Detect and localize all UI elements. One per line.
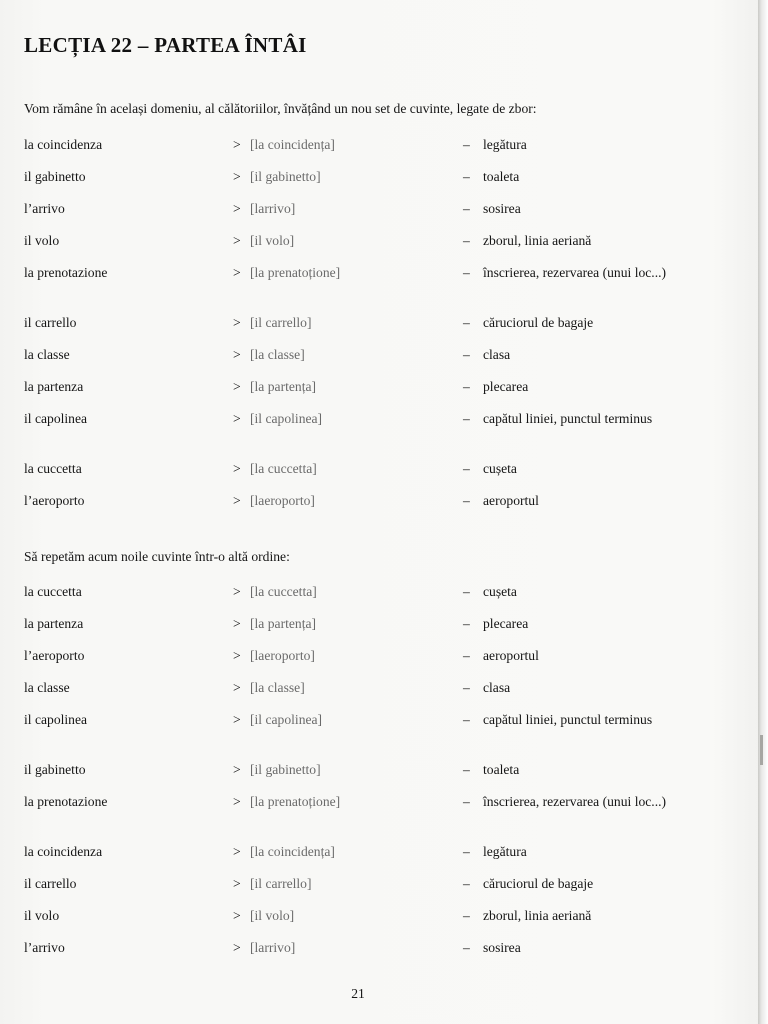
italian-term: la cuccetta <box>24 584 82 599</box>
italian-term: la prenotazione <box>24 794 108 809</box>
dash-glyph: – <box>463 347 470 362</box>
dash-glyph: – <box>463 411 470 426</box>
dash-glyph: – <box>463 169 470 184</box>
vocabulary-list-second <box>24 583 724 971</box>
arrow-glyph: > <box>233 379 241 394</box>
italian-term: la partenza <box>24 616 84 631</box>
arrow-glyph: > <box>233 712 241 727</box>
romanian-translation: înscrierea, rezervarea (unui loc...) <box>483 794 667 809</box>
romanian-translation: plecarea <box>483 616 529 631</box>
romanian-translation: zborul, linia aeriană <box>483 908 592 923</box>
arrow-glyph: > <box>233 616 241 631</box>
pronunciation: [la partența] <box>250 379 317 394</box>
arrow-glyph: > <box>233 680 241 695</box>
repeat-intro-text: Să repetăm acum noile cuvinte într-o altă ordine: <box>24 549 290 564</box>
vocab-row <box>24 711 724 761</box>
arrow-glyph: > <box>233 201 241 216</box>
pronunciation: [il gabinetto] <box>250 169 321 184</box>
dash-glyph: – <box>463 461 470 476</box>
vocab-row <box>24 264 724 314</box>
romanian-translation: toaleta <box>483 169 520 184</box>
arrow-glyph: > <box>233 461 241 476</box>
pronunciation: [la coincidența] <box>250 844 335 859</box>
pronunciation: [la prenatoțione] <box>250 265 341 280</box>
arrow-glyph: > <box>233 762 241 777</box>
arrow-glyph: > <box>233 169 241 184</box>
pronunciation: [il volo] <box>250 233 295 248</box>
page-number: 21 <box>351 986 365 1001</box>
arrow-glyph: > <box>233 411 241 426</box>
romanian-translation: clasa <box>483 347 511 362</box>
romanian-translation: aeroportul <box>483 493 539 508</box>
romanian-translation: capătul liniei, punctul terminus <box>483 712 653 727</box>
pronunciation: [la partența] <box>250 616 317 631</box>
vocab-row <box>24 939 724 971</box>
vocabulary-list-first <box>24 136 724 524</box>
dash-glyph: – <box>463 616 470 631</box>
pronunciation: [la prenatoțione] <box>250 794 341 809</box>
italian-term: la classe <box>24 680 70 695</box>
pronunciation: [la coincidența] <box>250 137 335 152</box>
italian-term: la classe <box>24 347 70 362</box>
dash-glyph: – <box>463 940 470 955</box>
arrow-glyph: > <box>233 315 241 330</box>
pronunciation: [la classe] <box>250 347 305 362</box>
romanian-translation: zborul, linia aeriană <box>483 233 592 248</box>
vocab-row <box>24 761 724 793</box>
pronunciation: [il capolinea] <box>250 712 323 727</box>
arrow-glyph: > <box>233 794 241 809</box>
italian-term: il volo <box>24 908 60 923</box>
pronunciation: [la cuccetta] <box>250 461 317 476</box>
italian-term: il carrello <box>24 876 77 891</box>
vocab-row <box>24 615 724 647</box>
dash-glyph: – <box>463 648 470 663</box>
vocab-row <box>24 679 724 711</box>
dash-glyph: – <box>463 794 470 809</box>
italian-term: l’arrivo <box>24 940 65 955</box>
arrow-glyph: > <box>233 908 241 923</box>
dash-glyph: – <box>463 137 470 152</box>
dash-glyph: – <box>463 762 470 777</box>
dash-glyph: – <box>463 265 470 280</box>
pronunciation: [la classe] <box>250 680 305 695</box>
pronunciation: [il carrello] <box>250 876 312 891</box>
arrow-glyph: > <box>233 648 241 663</box>
vocab-row <box>24 200 724 232</box>
romanian-translation: clasa <box>483 680 511 695</box>
pronunciation: [il volo] <box>250 908 295 923</box>
vocab-row <box>24 460 724 492</box>
pronunciation: [laeroporto] <box>250 648 315 663</box>
pronunciation: [il gabinetto] <box>250 762 321 777</box>
vocab-row <box>24 232 724 264</box>
page-edge <box>758 0 768 1024</box>
dash-glyph: – <box>463 876 470 891</box>
vocab-row <box>24 492 724 524</box>
dash-glyph: – <box>463 493 470 508</box>
pronunciation: [larrivo] <box>250 940 296 955</box>
dash-glyph: – <box>463 379 470 394</box>
arrow-glyph: > <box>233 876 241 891</box>
italian-term: la prenotazione <box>24 265 108 280</box>
intro-text: Vom rămâne în același domeniu, al călătoriilor, învățând un nou set de cuvinte, legate de zbor: <box>24 101 537 116</box>
italian-term: il carrello <box>24 315 77 330</box>
italian-term: il gabinetto <box>24 169 86 184</box>
italian-term: l’aeroporto <box>24 493 85 508</box>
romanian-translation: sosirea <box>483 940 521 955</box>
romanian-translation: toaleta <box>483 762 520 777</box>
romanian-translation: înscrierea, rezervarea (unui loc...) <box>483 265 667 280</box>
vocab-row <box>24 314 724 346</box>
vocab-row <box>24 647 724 679</box>
vocab-row <box>24 168 724 200</box>
lesson-title: LECȚIA 22 – PARTEA ÎNTÂI <box>24 33 307 57</box>
italian-term: il capolinea <box>24 712 88 727</box>
vocab-row <box>24 875 724 907</box>
romanian-translation: legătura <box>483 137 527 152</box>
romanian-translation: aeroportul <box>483 648 539 663</box>
arrow-glyph: > <box>233 265 241 280</box>
italian-term: l’aeroporto <box>24 648 85 663</box>
italian-term: la cuccetta <box>24 461 82 476</box>
vocab-row <box>24 410 724 460</box>
dash-glyph: – <box>463 315 470 330</box>
italian-term: la coincidenza <box>24 137 103 152</box>
italian-term: il volo <box>24 233 60 248</box>
pronunciation: [larrivo] <box>250 201 296 216</box>
romanian-translation: plecarea <box>483 379 529 394</box>
dash-glyph: – <box>463 201 470 216</box>
romanian-translation: sosirea <box>483 201 521 216</box>
arrow-glyph: > <box>233 233 241 248</box>
vocab-row <box>24 843 724 875</box>
romanian-translation: capătul liniei, punctul terminus <box>483 411 653 426</box>
arrow-glyph: > <box>233 347 241 362</box>
arrow-glyph: > <box>233 584 241 599</box>
pronunciation: [laeroporto] <box>250 493 315 508</box>
italian-term: la partenza <box>24 379 84 394</box>
dash-glyph: – <box>463 584 470 599</box>
pronunciation: [il carrello] <box>250 315 312 330</box>
dash-glyph: – <box>463 712 470 727</box>
vocab-row <box>24 793 724 843</box>
italian-term: l’arrivo <box>24 201 65 216</box>
romanian-translation: căruciorul de bagaje <box>483 315 594 330</box>
arrow-glyph: > <box>233 940 241 955</box>
romanian-translation: cușeta <box>483 461 517 476</box>
arrow-glyph: > <box>233 493 241 508</box>
italian-term: il capolinea <box>24 411 88 426</box>
arrow-glyph: > <box>233 844 241 859</box>
italian-term: la coincidenza <box>24 844 103 859</box>
romanian-translation: cușeta <box>483 584 517 599</box>
dash-glyph: – <box>463 844 470 859</box>
dash-glyph: – <box>463 233 470 248</box>
vocab-row <box>24 136 724 168</box>
pronunciation: [la cuccetta] <box>250 584 317 599</box>
arrow-glyph: > <box>233 137 241 152</box>
vocab-row <box>24 346 724 378</box>
romanian-translation: legătura <box>483 844 527 859</box>
vocab-row <box>24 583 724 615</box>
pronunciation: [il capolinea] <box>250 411 323 426</box>
vocab-row <box>24 378 724 410</box>
italian-term: il gabinetto <box>24 762 86 777</box>
romanian-translation: căruciorul de bagaje <box>483 876 594 891</box>
dash-glyph: – <box>463 680 470 695</box>
vocab-row <box>24 907 724 939</box>
dash-glyph: – <box>463 908 470 923</box>
